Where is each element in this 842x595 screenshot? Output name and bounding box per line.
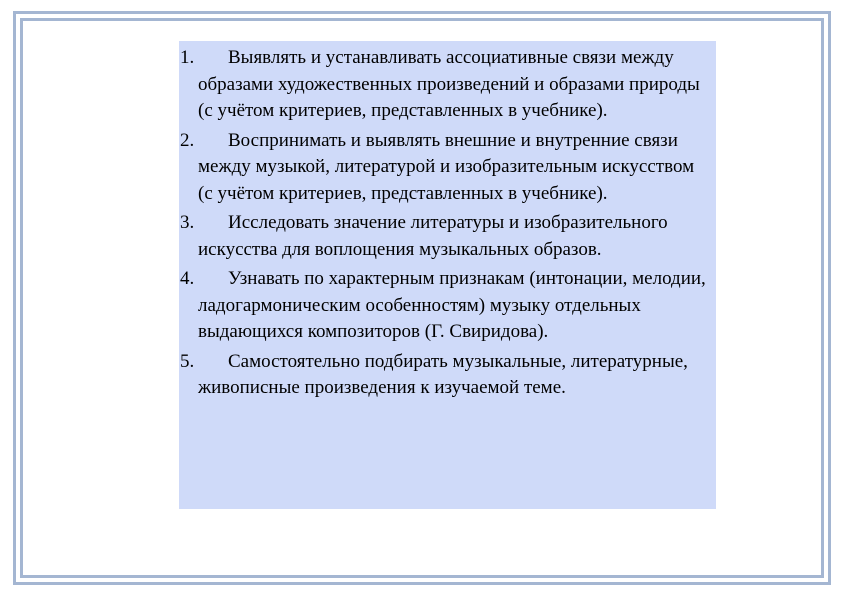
list-item-number: 3.: [180, 212, 195, 233]
list-item-number: 2.: [180, 129, 195, 151]
list-item: [179, 45, 716, 125]
list-item-text: Исследовать значение литературы и изобразительного искусства для воплощения музыкальных образов.: [198, 212, 668, 260]
list-item-text: Воспринимать и выявлять внешние и внутренние связи между музыкой, литературой и изобразительным искусством (с учётом критериев, представленных в учебнике).: [198, 129, 695, 204]
list-item-number: 5.: [180, 350, 195, 372]
list-item: [179, 128, 716, 208]
list-item-text: Самостоятельно подбирать музыкальные, литературные, живописные произведения к изучаемой теме.: [198, 350, 688, 398]
list-item-text: Выявлять и устанавливать ассоциативные связи между образами художественных произведений и образами природы (с учётом критериев, представленных в учебнике).: [198, 47, 700, 121]
list-item-text: Узнавать по характерным признакам (интонации, мелодии, ладогармоническим особенностям) музыку отдельных выдающихся композиторов (Г. Свиридова).: [198, 268, 706, 342]
list-item: [179, 266, 716, 346]
list-item-number: 1.: [180, 47, 195, 68]
objectives-list: [179, 41, 716, 509]
list-item-number: 4.: [180, 268, 195, 289]
list-item: [179, 349, 716, 402]
list-item: [179, 210, 716, 263]
